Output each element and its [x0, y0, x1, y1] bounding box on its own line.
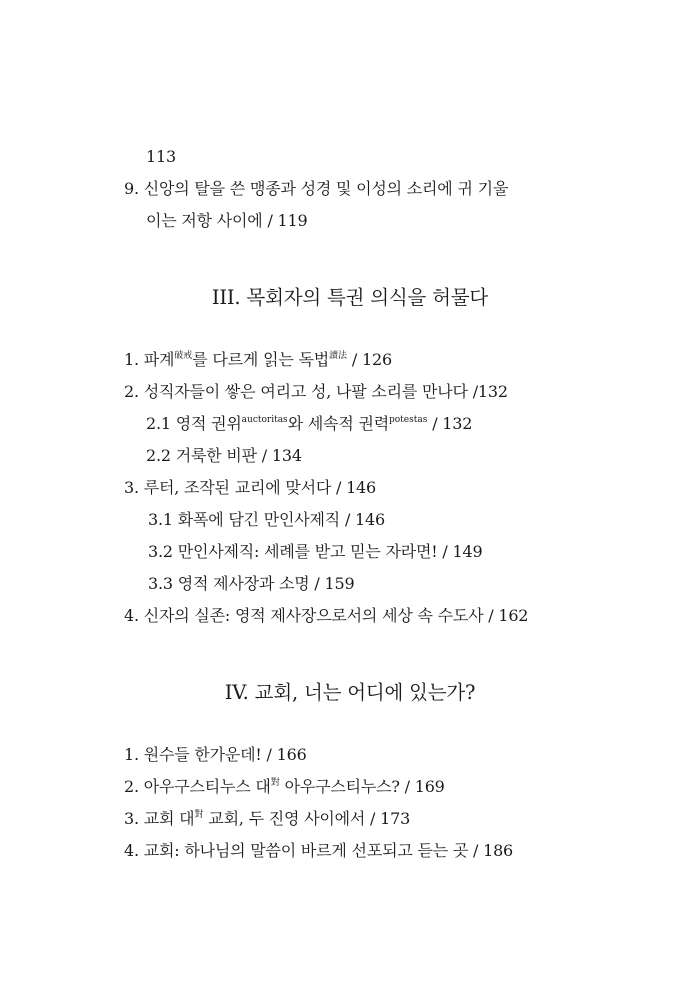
- latin-annotation: potestas: [389, 415, 428, 425]
- hanja-annotation: 對: [194, 810, 204, 820]
- toc-item-4-3: [124, 808, 410, 830]
- section-heading-3: III. 목회자의 특권 의식을 허물다: [211, 286, 489, 309]
- toc-item-3-2-1: [146, 413, 472, 435]
- toc-item-4-1: 1. 원수들 한가운데! / 166: [124, 745, 307, 764]
- toc-item-page: / 126: [347, 350, 392, 369]
- toc-item-2-9-line2: 이는 저항 사이에 / 119: [146, 211, 308, 230]
- hanja-annotation: 破戒: [174, 351, 193, 361]
- toc-item-3-2-2: 2.2 거룩한 비판 / 134: [146, 446, 302, 465]
- toc-item-text: 를 다르게 읽는 독법: [192, 350, 329, 369]
- toc-item-3-1: [124, 349, 392, 371]
- toc-item-text: 2.1 영적 권위: [146, 414, 242, 433]
- toc-item-text: 아우구스티누스? / 169: [279, 777, 445, 796]
- toc-item-4-4: 4. 교회: 하나님의 말씀이 바르게 선포되고 듣는 곳 / 186: [124, 841, 514, 860]
- toc-item-text: 1. 파계: [124, 350, 175, 369]
- toc-continued-page-number: 113: [146, 147, 176, 166]
- toc-item-3-3: 3. 루터, 조작된 교리에 맞서다 / 146: [124, 478, 377, 497]
- latin-annotation: auctoritas: [241, 415, 288, 425]
- toc-item-text: 교회, 두 진영 사이에서 / 173: [203, 809, 411, 828]
- hanja-annotation: 對: [270, 778, 280, 788]
- toc-item-3-3-3: 3.3 영적 제사장과 소명 / 159: [148, 574, 355, 593]
- toc-item-3-3-2: 3.2 만인사제직: 세례를 받고 믿는 자라면! / 149: [148, 542, 483, 561]
- section-heading-4: IV. 교회, 너는 어디에 있는가?: [224, 681, 476, 704]
- toc-item-4-2: [124, 776, 445, 798]
- toc-item-text: 2. 아우구스티누스 대: [124, 777, 271, 796]
- toc-item-text: 3. 교회 대: [124, 809, 195, 828]
- toc-item-3-2: 2. 성직자들이 쌓은 여리고 성, 나팔 소리를 만나다 /132: [124, 382, 508, 401]
- toc-item-3-4: 4. 신자의 실존: 영적 제사장으로서의 세상 속 수도사 / 162: [124, 606, 529, 625]
- toc-item-3-3-1: 3.1 화폭에 담긴 만인사제직 / 146: [148, 510, 385, 529]
- toc-item-page: / 132: [427, 414, 473, 433]
- hanja-annotation: 讀法: [329, 351, 348, 361]
- toc-item-text: 와 세속적 권력: [287, 414, 389, 433]
- toc-item-2-9-line1: 9. 신앙의 탈을 쓴 맹종과 성경 및 이성의 소리에 귀 기울: [124, 179, 509, 198]
